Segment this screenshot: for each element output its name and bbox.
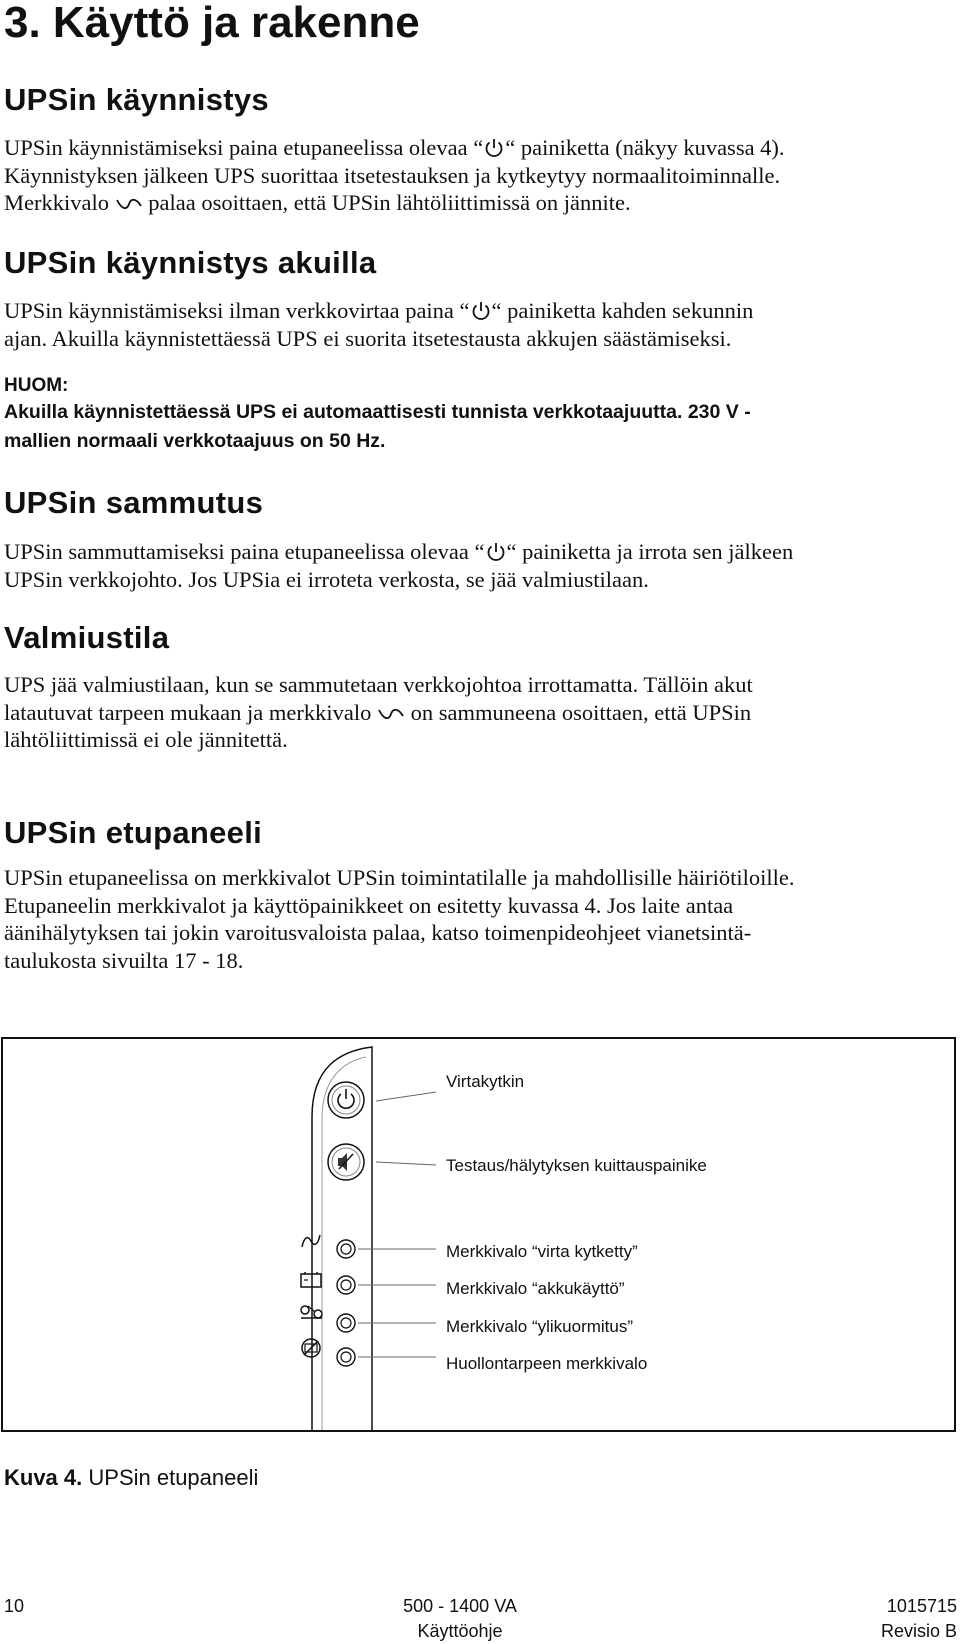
battery-start-text-1b: “ painiketta kahden sekunnin [491,298,754,323]
callout-led-overload: Merkkivalo “ylikuormitus” [446,1317,634,1336]
standby-text-2a: latautuvat tarpeen mukaan ja merkkivalo [4,699,372,725]
caption-text: UPSin etupaneeli [82,1465,259,1490]
led-service [337,1348,355,1366]
footer-page-number: 10 [4,1596,25,1616]
startup-paragraph [4,134,949,217]
section-heading-shutdown: UPSin sammutus [4,485,264,520]
footer-revision: Revisio B [880,1621,957,1641]
callout-led-service: Huollontarpeen merkkivalo [446,1354,648,1373]
startup-text-1b: “ painiketta (näkyy kuvassa 4). [505,135,785,160]
shutdown-text-1a: UPSin sammuttamiseksi paina etupaneelissa olevaa “ [4,539,485,564]
callout-test-alarm: Testaus/hälytyksen kuittauspainike [446,1156,707,1175]
footer-right [881,1594,957,1644]
led-power-on [337,1240,355,1258]
power-icon [470,300,492,322]
front-panel-text-3: äänihälytyksen tai jokin varoitusvaloista palaa, katso toimenpideohjeet vianetsintä- [4,920,752,945]
leader-line [376,1092,436,1101]
front-panel-paragraph [4,864,949,974]
service-icon [302,1339,320,1357]
section-heading-battery-start: UPSin käynnistys akuilla [4,245,377,280]
section-heading-startup: UPSin käynnistys [4,82,269,117]
front-panel-diagram [0,1037,960,1437]
footer-model: 500 - 1400 VA [403,1596,517,1616]
standby-text-1: UPS jää valmiustilaan, kun se sammutetaan verkkojohtoa irrottamatta. Tällöin akut [4,672,753,697]
battery-start-text-1a: UPSin käynnistämiseksi ilman verkkovirtaa paina “ [4,298,470,323]
footer-center [380,1594,540,1644]
standby-paragraph [4,671,949,754]
power-button [328,1082,364,1118]
footer-doc-number: 1015715 [886,1596,957,1616]
front-panel-text-4: taulukosta sivuilta 17 - 18. [4,947,244,973]
section-heading-front-panel: UPSin etupaneeli [4,815,263,850]
front-panel-text-2: Etupaneelin merkkivalot ja käyttöpainikkeet on esitetty kuvassa 4. Jos laite antaa [4,892,734,918]
battery-start-paragraph [4,297,949,352]
section-heading-standby: Valmiustila [4,620,170,655]
page-title: 3. Käyttö ja rakenne [4,0,420,47]
note-label: HUOM: [4,375,69,396]
callout-led-power: Merkkivalo “virta kytketty” [446,1242,638,1261]
footer-doc-type: Käyttöohje [417,1621,503,1641]
startup-text-2: Käynnistyksen jälkeen UPS suorittaa itsetestauksen ja kytkeytyy normaalitoiminnalle. [4,162,781,188]
startup-text-1a: UPSin käynnistämiseksi paina etupaneelissa olevaa “ [4,135,484,160]
shutdown-text-2: UPSin verkkojohto. Jos UPSia ei irroteta verkosta, se jää valmiustilaan. [4,566,649,592]
callout-power-switch: Virtakytkin [446,1072,525,1091]
callout-led-battery: Merkkivalo “akkukäyttö” [446,1279,625,1298]
led-overload [337,1314,355,1332]
power-icon [485,541,507,563]
note-text-2: mallien normaali verkkotaajuus on 50 Hz. [4,430,386,452]
power-icon [483,137,505,159]
note-text-1: Akuilla käynnistettäessä UPS ei automaattisesti tunnista verkkotaajuutta. 230 V - [4,401,751,423]
standby-text-2b: on sammuneena osoittaen, että UPSin [410,699,752,725]
led-battery [337,1276,355,1294]
battery-start-text-2: ajan. Akuilla käynnistettäessä UPS ei suorita itsetestausta akkujen säästämiseksi. [4,325,732,351]
figure-caption [4,1465,258,1491]
leader-line [376,1162,436,1165]
test-alarm-button [328,1144,364,1180]
startup-text-3b: palaa osoittaen, että UPSin lähtöliittimissä on jännite. [148,190,631,215]
ac-wave-icon [115,194,143,212]
battery-icon [301,1272,321,1287]
startup-text-3a: Merkkivalo [4,190,109,215]
caption-label: Kuva 4. [4,1465,83,1490]
shutdown-paragraph [4,538,949,593]
front-panel-text-1: UPSin etupaneelissa on merkkivalot UPSin toimintatilalle ja mahdollisille häiriötiloille. [4,865,795,890]
shutdown-text-1b: “ painiketta ja irrota sen jälkeen [506,539,794,564]
standby-text-3: lähtöliittimissä ei ole jännitettä. [4,727,288,752]
note-text [4,398,751,456]
ac-wave-icon [377,704,405,722]
ac-wave-icon [302,1235,320,1247]
